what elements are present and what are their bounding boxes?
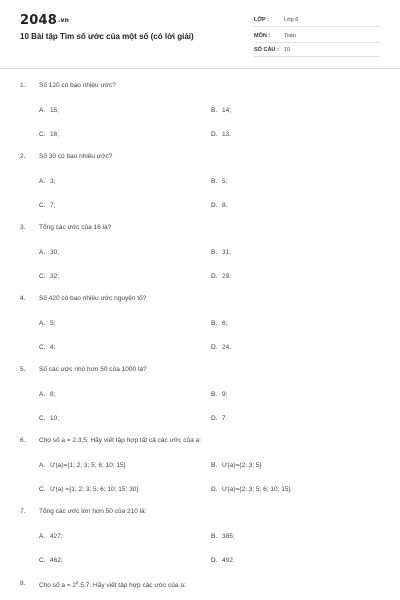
question-5 <box>20 366 380 432</box>
site-logo[interactable] <box>20 13 69 28</box>
option-c[interactable]: C. 16; <box>39 131 60 138</box>
question-text: Số 30 có bao nhiêu ước? <box>39 153 113 160</box>
meta-label: LỚP : <box>254 17 269 23</box>
option-b[interactable]: B. 5; <box>211 178 228 185</box>
question-3 <box>20 224 380 290</box>
question-number: 2. <box>20 153 26 160</box>
meta-label: SỐ CÂU : <box>254 47 279 53</box>
document-title: 10 Bài tập Tìm số ước của một số (có lời giải) <box>20 32 194 41</box>
question-number: 7. <box>20 508 26 515</box>
option-b[interactable]: B. 6; <box>211 320 228 327</box>
option-b[interactable]: B. 9; <box>211 391 228 398</box>
meta-value: Lớp 6 <box>284 17 299 23</box>
option-a[interactable]: A. Ư(a)={1; 2; 3; 5; 6; 10; 15} <box>39 462 126 469</box>
option-a[interactable]: A. 5; <box>39 320 56 327</box>
question-2 <box>20 153 380 219</box>
meta-label: MÔN : <box>254 33 271 39</box>
option-c[interactable]: C. Ư(a) ={1; 2; 3; 5; 6; 10; 15; 30} <box>39 486 139 493</box>
logo-text: 2048 <box>20 13 57 28</box>
meta-value: 10 <box>284 47 291 53</box>
option-b[interactable]: B. 14; <box>211 107 232 114</box>
logo-suffix: .vn <box>57 17 70 24</box>
option-c[interactable]: C. 462; <box>39 557 63 564</box>
option-d[interactable]: D. 29. <box>211 273 232 280</box>
question-text: Số các ước nhỏ hơn 50 của 1000 là? <box>39 366 147 373</box>
option-d[interactable]: D. 492. <box>211 557 235 564</box>
question-text: Cho số a = 2.3.5. Hãy viết tập hợp tất cả các ước của a: <box>39 437 201 444</box>
question-text: Số 420 có bao nhiêu ước nguyên tố? <box>39 295 147 302</box>
question-4 <box>20 295 380 361</box>
option-c[interactable]: C. 10; <box>39 415 60 422</box>
option-a[interactable]: A. 15; <box>39 107 60 114</box>
option-d[interactable]: D. 8. <box>211 202 228 209</box>
option-b[interactable]: B. 385; <box>211 533 235 540</box>
option-a[interactable]: A. 30; <box>39 249 60 256</box>
option-c[interactable]: C. 7; <box>39 202 56 209</box>
question-text: Cho số $a = 2^2.5.7$. Hãy viết tập hợp các ước của a: <box>39 580 186 590</box>
option-c[interactable]: C. 4; <box>39 344 56 351</box>
question-7 <box>20 508 380 574</box>
option-a[interactable]: A. 8; <box>39 391 56 398</box>
question-8 <box>20 580 380 596</box>
option-d[interactable]: D. 7. <box>211 415 228 422</box>
meta-value: Toán <box>284 33 296 39</box>
option-d[interactable]: D. 24. <box>211 344 232 351</box>
option-b[interactable]: B. 31; <box>211 249 232 256</box>
option-d[interactable]: D. 13. <box>211 131 232 138</box>
option-a[interactable]: A. 3; <box>39 178 56 185</box>
question-number: 1. <box>20 82 26 89</box>
option-b[interactable]: B. Ư(a)={2; 3; 5} <box>211 462 262 469</box>
question-number: 3. <box>20 224 26 231</box>
meta-row-count <box>254 44 380 57</box>
option-d[interactable]: D. Ư(a)={2; 3; 5; 6; 10; 15} <box>211 486 291 493</box>
question-number: 4. <box>20 295 26 302</box>
question-number: 5. <box>20 366 26 373</box>
option-a[interactable]: A. 427; <box>39 533 63 540</box>
question-number: 6. <box>20 437 26 444</box>
question-6 <box>20 437 380 503</box>
question-number: 8. <box>20 580 26 587</box>
question-text: Số 120 có bao nhiêu ước? <box>39 82 116 89</box>
question-1 <box>20 82 380 148</box>
option-c[interactable]: C. 32; <box>39 273 60 280</box>
question-text: Tổng các ước lớn hơn 50 của 210 là: <box>39 508 147 515</box>
document-header <box>0 0 400 69</box>
question-text: Tổng các ước của 16 là? <box>39 224 112 231</box>
meta-row-subject <box>254 30 380 43</box>
meta-row-class <box>254 14 380 27</box>
